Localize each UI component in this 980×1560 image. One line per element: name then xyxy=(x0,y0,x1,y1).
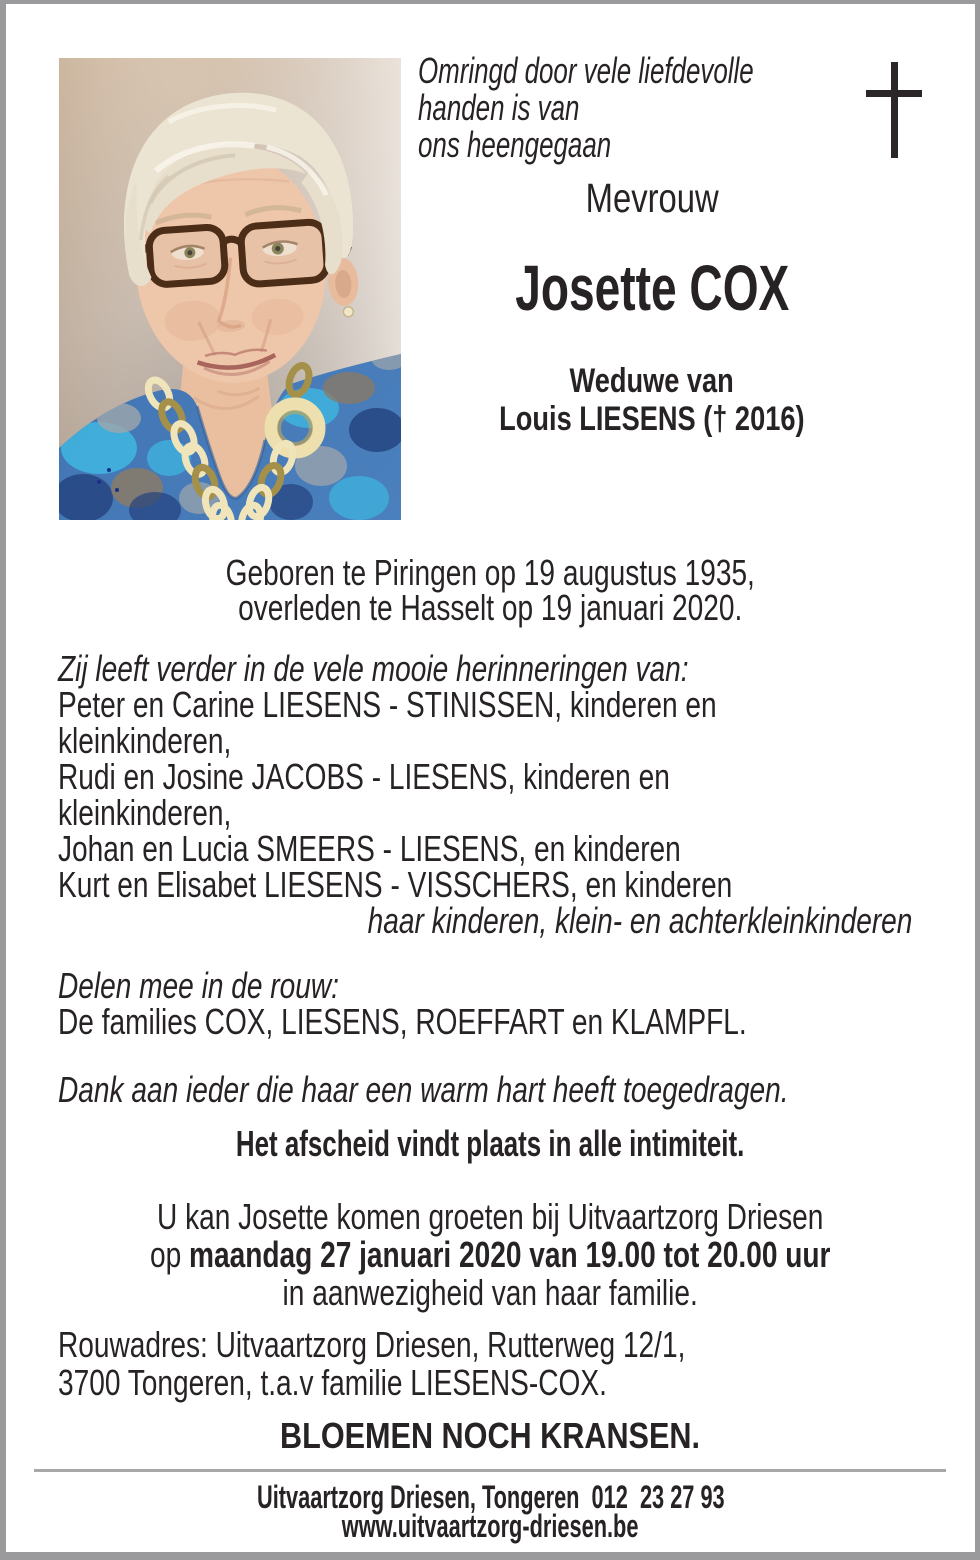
address-line: Rouwadres: Uitvaartzorg Driesen, Rutterweg 12/1, xyxy=(58,1324,686,1365)
intro-text xyxy=(418,52,884,163)
flowers-line: BLOEMEN NOCH KRANSEN. xyxy=(280,1415,701,1456)
family-list xyxy=(58,648,922,905)
portrait-photo xyxy=(59,58,401,520)
footer-line-2: www.uitvaartzorg-driesen.be xyxy=(342,1508,639,1544)
visit-date-prefix: op xyxy=(150,1234,190,1275)
widow-line: Louis LIESENS († 2016) xyxy=(499,400,805,438)
family-line: kleinkinderen, xyxy=(58,792,232,833)
widow-title xyxy=(402,362,902,438)
mourning-section xyxy=(58,965,941,1042)
divider-line xyxy=(34,1469,946,1472)
family-line: Peter en Carine LIESENS - STINISSEN, kinderen en xyxy=(58,684,717,725)
footer-line-1: Uitvaartzorg Driesen, Tongeren 012 23 27 93 xyxy=(256,1479,725,1515)
intro-line: handen is van xyxy=(418,87,580,128)
widow-line: Weduwe van xyxy=(569,362,735,400)
thanks-line: Dank aan ieder die haar een warm hart heeft toegedragen. xyxy=(58,1069,789,1110)
family-line: Kurt en Elisabet LIESENS - VISSCHERS, en kinderen xyxy=(58,864,733,905)
memory-intro: Zij leeft verder in de vele mooie herinneringen van: xyxy=(58,648,689,689)
visit-line xyxy=(6,1236,975,1274)
visit-line: U kan Josette komen groeten bij Uitvaartzorg Driesen xyxy=(157,1196,824,1237)
family-line: Johan en Lucia SMEERS - LIESENS, en kinderen xyxy=(58,828,681,869)
mourning-families: De families COX, LIESENS, ROEFFART en KLAMPFL. xyxy=(58,1001,747,1042)
family-line: Rudi en Josine JACOBS - LIESENS, kinderen en xyxy=(58,756,670,797)
intro-line: ons heengegaan xyxy=(418,124,612,165)
intro-line: Omringd door vele liefdevolle xyxy=(418,50,754,91)
deceased-name: Josette COX xyxy=(514,252,790,324)
visit-line: in aanwezigheid van haar familie. xyxy=(282,1272,699,1313)
visitation-info xyxy=(6,1198,975,1312)
vital-line: overleden te Hasselt op 19 januari 2020. xyxy=(238,587,743,628)
portrait-illustration xyxy=(59,58,401,520)
vital-line: Geboren te Piringen op 19 augustus 1935, xyxy=(225,552,756,593)
address-info xyxy=(58,1326,862,1402)
family-line: kleinkinderen, xyxy=(58,720,232,761)
salutation: Mevrouw xyxy=(585,175,719,221)
address-line: 3700 Tongeren, t.a.v familie LIESENS-COX. xyxy=(58,1362,607,1403)
memorial-card xyxy=(6,4,975,1552)
vital-info xyxy=(6,552,975,628)
mourning-intro: Delen mee in de rouw: xyxy=(58,965,339,1006)
family-closing: haar kinderen, klein- en achterkleinkinderen xyxy=(367,900,912,941)
footer xyxy=(6,1479,975,1544)
farewell-line: Het afscheid vindt plaats in alle intimiteit. xyxy=(236,1123,745,1164)
visit-date-bold: maandag 27 januari 2020 van 19.00 tot 20.00 uur xyxy=(189,1234,831,1275)
cross-vertical-bar xyxy=(891,62,898,158)
